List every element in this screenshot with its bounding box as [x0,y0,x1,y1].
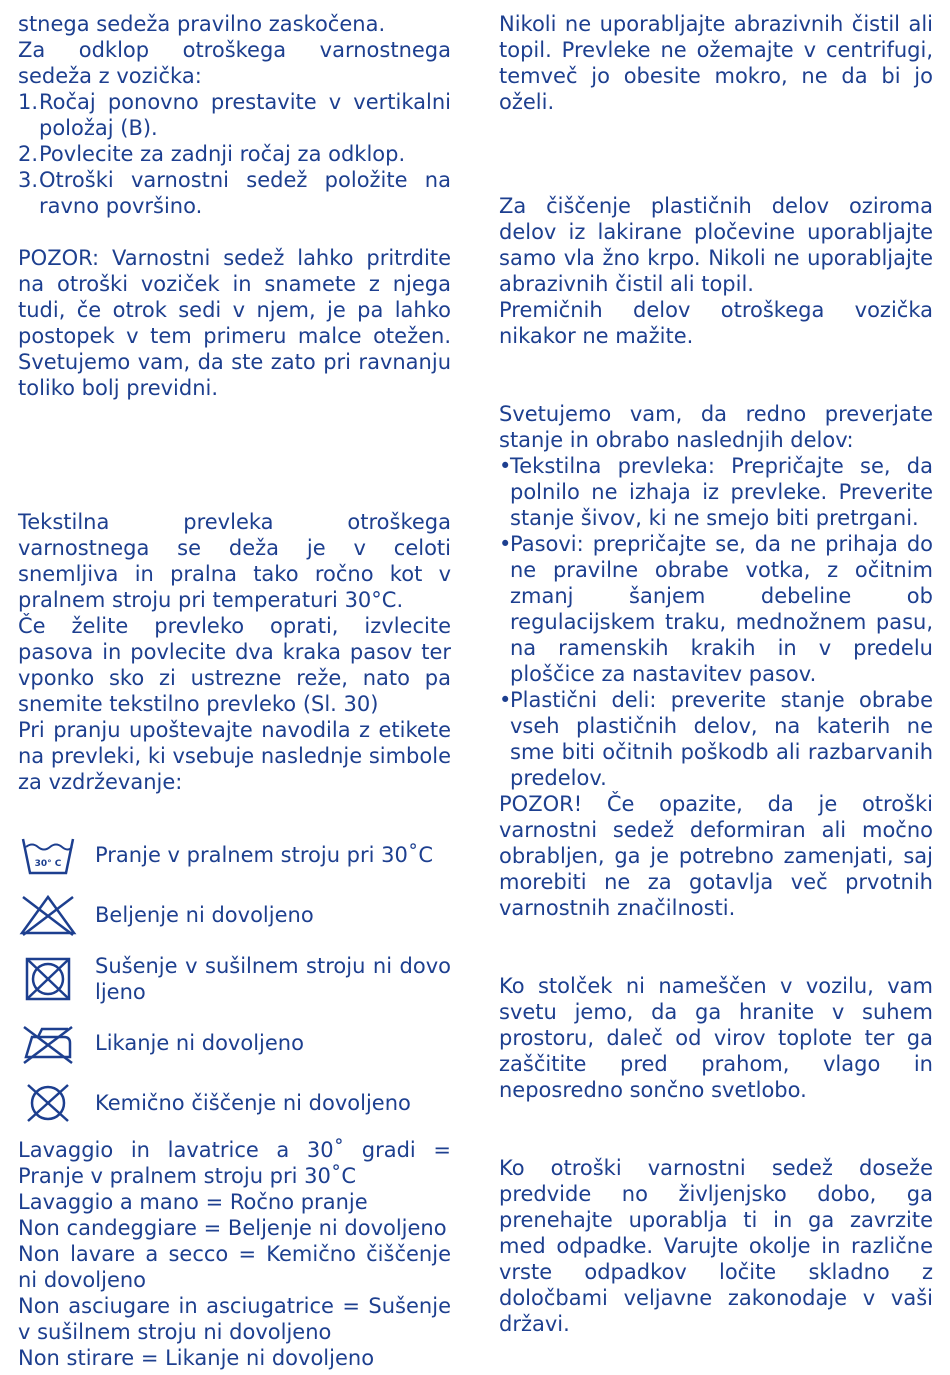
right-column [499,11,933,1337]
step-number: 3. [18,168,39,192]
symbol-text: Sušenje v sušilnem stroju ni dovo ljeno [95,954,451,1004]
cover-paragraph-3: Pri pranju upoštevajte navodila z etikete na prevleki, ki vsebuje naslednje simbole za vzdrževanje: [18,718,451,794]
inspection-list [499,453,933,791]
disposal-paragraph: Ko otroški varnostni sedež doseže predvide no življenjsko dobo, ga prenehajte uporablja ti in ga zavrzite med odpadke. Varujte okolje in različne vrste odpadkov ločite skladno z določbami veljavne zakonodaje v vaši državi. [499,1156,933,1336]
step-number: 2. [18,142,39,166]
glossary-line: Non stirare = Likanje ni dovoljeno [18,1346,375,1370]
glossary-line: Lavaggio a mano = Ročno pranje [18,1190,368,1214]
list-item-text: Pasovi: prepričajte se, da ne prihaja do ne pravilne obrabe votka, z očitnim zmanj šanjem debeline ob regulacijskem traku, mednožnem pasu, na ramenskih krakih in v predelu ploščice za nastavitev pasov. [510,532,933,686]
cover-paragraph-1: Tekstilna prevleka otroškega varnostnega se deža je v celoti snemljiva in pralna tako ročno kot v pralnem stroju pri temperaturi 30°C. [18,510,451,612]
cover-section [18,509,451,795]
symbol-row [18,893,451,937]
step-number: 1. [18,90,39,114]
symbol-text: Beljenje ni dovoljeno [95,903,314,927]
wash-30-icon [18,833,78,877]
list-item-text: Plastični deli: preverite stanje obrabe vseh plastičnih delov, na katerih ne sme biti očitnih poškodb ali razbarvanih predelov. [510,688,933,790]
bullet: • [499,688,512,712]
intro-line-2: Za odklop otroškega varnostnega sedeža z vozička: [18,38,451,88]
no-iron-icon [18,1021,78,1065]
step-item [18,89,451,141]
list-item-text: Tekstilna prevleka: Prepričajte se, da polnilo ne izhaja iz prevleke. Preverite stanje šivov, ki ne smejo biti pretrgani. [510,454,933,530]
detach-steps [18,89,451,219]
symbol-text: Pranje v pralnem stroju pri 30˚C [95,843,434,867]
list-item [499,687,933,791]
symbol-row [18,1021,451,1065]
storage-paragraph: Ko stolček ni nameščen v vozilu, vam svetu jemo, da ga hranite v suhem prostoru, daleč od virov toplote ter ga zaščitite pred prahom, vlago in neposredno sončno svetlobo. [499,974,933,1102]
plastic-paragraph-2: Premičnih delov otroškega vozička nikakor ne mažite. [499,298,933,348]
step-item [18,167,451,219]
bullet: • [499,532,512,556]
cleaning-paragraph: Nikoli ne uporabljajte abrazivnih čistil ali topil. Prevleke ne ožemajte v centrifugi, temveč jo obesite mokro, ne da bi jo oželi. [499,12,933,114]
symbol-row [18,833,451,877]
step-text: Povlecite za zadnji ročaj za odklop. [39,142,406,166]
inspection-warning: POZOR! Če opazite, da je otroški varnostni sedež deformiran ali močno obrabljen, ga je potrebno zamenjati, saj morebiti ne za gotavlja več prvotnih varnostnih značilnosti. [499,792,933,920]
warning-paragraph: POZOR: Varnostni sedež lahko pritrdite na otroški voziček in snamete z njega tudi, če otrok sedi v njem, je pa lahko postopek v tem primeru malce otežen. Svetujemo vam, da ste zato pri ravnanju toliko bolj previdni. [18,246,451,400]
wash-temp-label: 30° C [34,859,62,869]
glossary-line: Non lavare a secco = Kemično čiščenje ni dovoljeno [18,1242,451,1292]
cover-paragraph-2: Če želite prevleko oprati, izvlecite pasova in povlecite dva kraka pasov ter vponko sko zi ustrezne reže, nato pa snemite tekstilno prevleko (Sl. 30) [18,614,451,716]
glossary-line: Non asciugare in asciugatrice = Sušenje v sušilnem stroju ni dovoljeno [18,1294,451,1344]
list-item [499,453,933,531]
symbol-text: Kemično čiščenje ni dovoljeno [95,1091,411,1115]
plastic-cleaning-section [499,193,933,349]
bullet: • [499,454,512,478]
intro-line-1: stnega sedeža pravilno zaskočena. [18,12,386,36]
plastic-paragraph-1: Za čiščenje plastičnih delov oziroma delov iz lakirane pločevine uporabljajte samo vla žno krpo. Nikoli ne uporabljajte abrazivnih čistil ali topil. [499,194,933,296]
glossary-line: Non candeggiare = Beljenje ni dovoljeno [18,1216,447,1240]
symbol-row [18,1081,451,1125]
no-tumble-dry-icon [18,957,78,1001]
step-text: Otroški varnostni sedež položite na ravno površino. [39,168,451,218]
glossary-line: Lavaggio in lavatrice a 30˚ gradi = Pranje v pralnem stroju pri 30˚C [18,1138,451,1188]
no-bleach-icon [18,893,78,937]
step-text: Ročaj ponovno prestavite v vertikalni položaj (B). [39,90,451,140]
care-glossary [18,1137,451,1371]
list-item [499,531,933,687]
symbol-row [18,953,451,1005]
inspection-section [499,401,933,921]
symbol-text: Likanje ni dovoljeno [95,1031,304,1055]
left-column [18,11,451,1371]
step-item [18,141,451,167]
no-dry-clean-icon [18,1081,78,1125]
inspection-intro: Svetujemo vam, da redno preverjate stanje in obrabo naslednjih delov: [499,402,933,452]
care-symbols [18,833,451,1125]
